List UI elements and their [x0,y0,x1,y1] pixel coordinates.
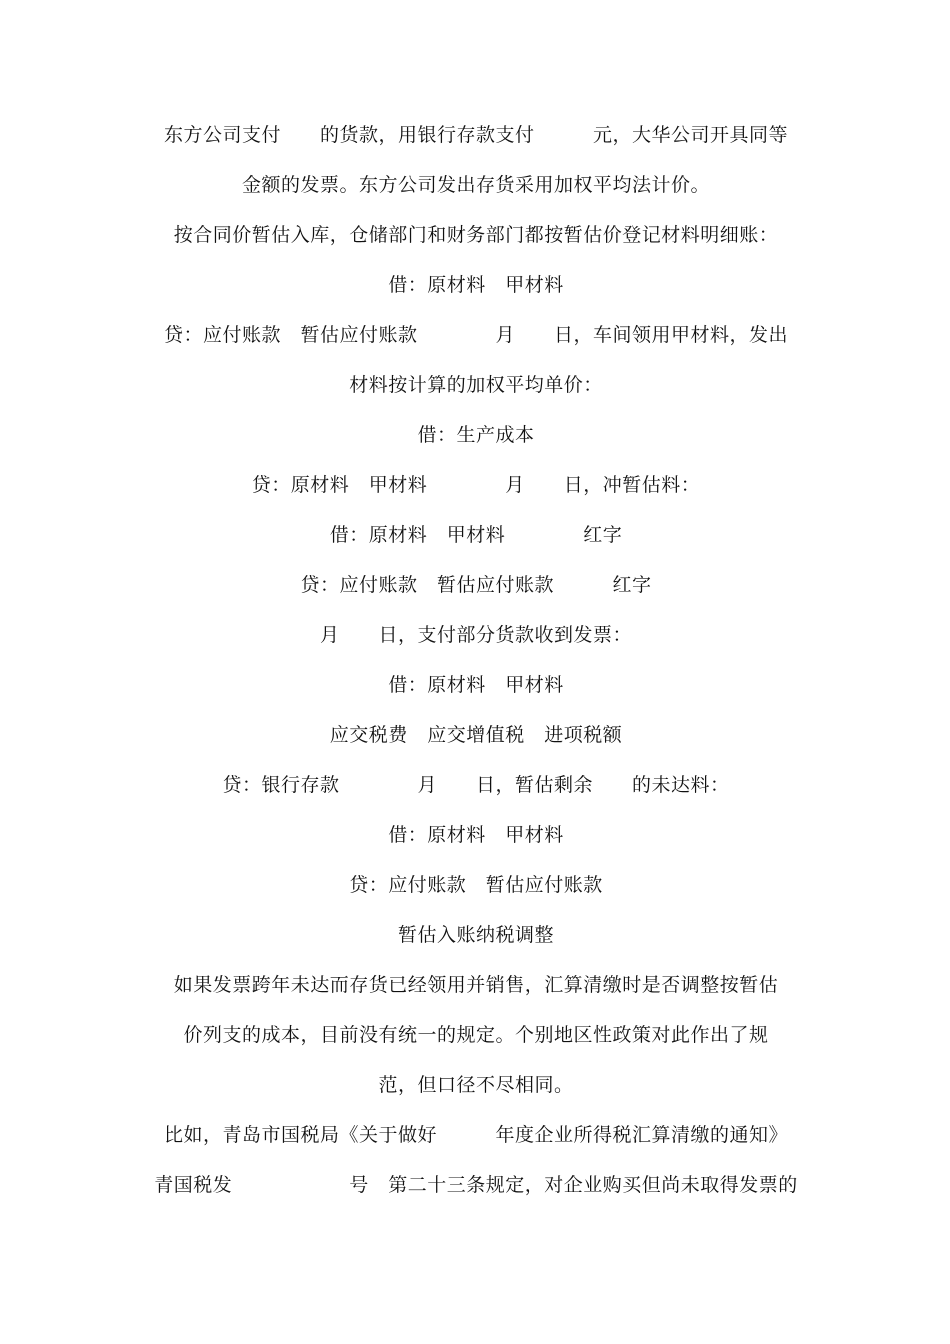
text-line-12: 借：原材料 甲材料 [388,674,564,696]
text-line-22: 青国税发 号 第二十三条规定，对企业购买但尚未取得发票的 [154,1174,798,1196]
text-line-21: 比如，青岛市国税局《关于做好 年度企业所得税汇算清缴的通知》 [163,1124,788,1146]
text-line-3: 按合同价暂估入库，仓储部门和财务部门都按暂估价登记材料明细账： [173,224,779,246]
text-line-14: 贷：银行存款 月 日，暂估剩余 的未达料： [222,774,730,796]
text-line-19: 价列支的成本，目前没有统一的规定。个别地区性政策对此作出了规 [183,1024,769,1046]
text-line-15: 借：原材料 甲材料 [388,824,564,846]
text-line-11: 月 日，支付部分货款收到发票： [319,624,632,646]
text-line-16: 贷：应付账款 暂估应付账款 [349,874,603,896]
section-heading: 暂估入账纳税调整 [397,924,554,946]
text-line-2: 金额的发票。东方公司发出存货采用加权平均法计价。 [241,174,710,196]
text-line-6: 材料按计算的加权平均单价： [349,374,603,396]
text-line-18: 如果发票跨年未达而存货已经领用并销售，汇算清缴时是否调整按暂估 [173,974,779,996]
text-line-7: 借：生产成本 [417,424,535,446]
text-line-13: 应交税费 应交增值税 进项税额 [329,724,623,746]
text-line-1: 东方公司支付 的货款，用银行存款支付 元，大华公司开具同等 [163,124,788,146]
text-line-20: 范，但口径不尽相同。 [378,1074,574,1096]
text-line-4: 借：原材料 甲材料 [388,274,564,296]
text-line-9: 借：原材料 甲材料 红字 [329,524,623,546]
text-line-10: 贷：应付账款 暂估应付账款 红字 [300,574,652,596]
text-line-8: 贷：原材料 甲材料 月 日，冲暂估料： [251,474,701,496]
text-line-5: 贷：应付账款 暂估应付账款 月 日，车间领用甲材料，发出 [163,324,788,346]
